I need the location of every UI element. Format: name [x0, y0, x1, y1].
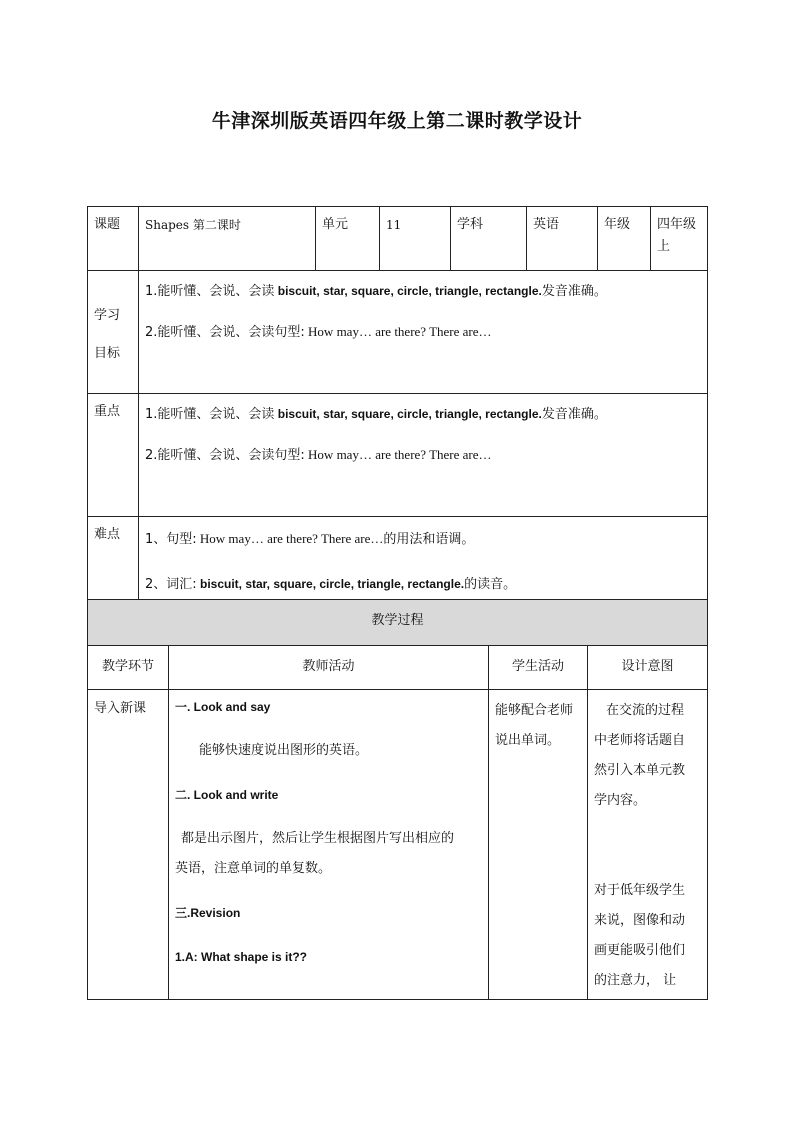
col-teacher: 教师活动 — [302, 659, 355, 674]
intent-2b: 来说，图像和动 — [594, 913, 686, 928]
difficulty-2: 2、词汇: biscuit, star, square, circle, triangle, rectangle.的读音。 — [145, 577, 517, 592]
step-revision: 三.Revision — [175, 906, 241, 920]
process-row — [88, 690, 708, 1000]
step-2-text-b: 英语，注意单词的单复数。 — [175, 861, 332, 876]
col-stage: 教学环节 — [101, 659, 154, 674]
key-point-2: 2.能听懂、会说、会读句型: How may… are there? There are… — [145, 447, 492, 463]
objective-2: 2.能听懂、会说、会读句型: How may… are there? There are… — [145, 324, 492, 340]
info-table — [87, 206, 708, 608]
student-activity-1: 能够配合老师 — [495, 703, 574, 718]
intent-1c: 然引入本单元教 — [594, 763, 686, 778]
difficulty-1: 1、句型: How may… are there? There are…的用法和语调。 — [145, 531, 475, 547]
grade-label: 年级 — [604, 217, 631, 232]
col-student: 学生活动 — [511, 659, 564, 674]
intent-1a: 在交流的过程 — [606, 703, 685, 718]
step-revision-q1: 1.A: What shape is it?? — [175, 950, 308, 964]
key-points-label: 重点 — [94, 404, 121, 419]
page-title: 牛津深圳版英语四年级上第二课时教学设计 — [211, 110, 583, 132]
topic-value: Shapes 第二课时 — [145, 218, 241, 232]
stage-cell: 导入新课 — [94, 701, 147, 716]
subject-value: 英语 — [533, 217, 560, 232]
grade-value: 四年级上 — [657, 217, 697, 254]
objective-1: 1.能听懂、会说、会读 biscuit, star, square, circle, triangle, rectangle.发音准确。 — [145, 284, 607, 299]
process-columns-row — [88, 646, 708, 690]
process-table — [87, 599, 708, 1000]
step-look-and-write: 二. Look and write — [175, 788, 279, 802]
process-heading: 教学过程 — [371, 613, 424, 628]
unit-label: 单元 — [322, 217, 349, 232]
intent-2d: 的注意力， 让 — [594, 973, 677, 988]
key-points-row — [88, 394, 708, 517]
objectives-label-1: 学习 — [94, 308, 121, 323]
objectives-row — [88, 271, 708, 394]
step-2-text-a: 都是出示图片，然后让学生根据图片写出相应的 — [181, 831, 455, 846]
intent-1d: 学内容。 — [594, 793, 647, 808]
intent-1b: 中老师将话题自 — [594, 733, 686, 748]
col-intent: 设计意图 — [621, 659, 674, 674]
topic-label: 课题 — [94, 217, 121, 232]
step-look-and-say: 一. Look and say — [175, 700, 271, 714]
header-row — [88, 207, 708, 271]
process-heading-row — [88, 600, 708, 646]
unit-value: 11 — [386, 218, 402, 232]
objectives-label-2: 目标 — [94, 346, 121, 361]
difficulties-row — [88, 517, 708, 608]
student-activity-2: 说出单词。 — [495, 733, 561, 748]
difficulties-label: 难点 — [94, 527, 121, 542]
step-1-text: 能够快速度说出图形的英语。 — [199, 743, 369, 758]
subject-label: 学科 — [457, 217, 484, 232]
intent-2c: 画更能吸引他们 — [594, 943, 686, 958]
intent-2a: 对于低年级学生 — [594, 883, 686, 898]
key-point-1: 1.能听懂、会说、会读 biscuit, star, square, circle, triangle, rectangle.发音准确。 — [145, 407, 607, 422]
